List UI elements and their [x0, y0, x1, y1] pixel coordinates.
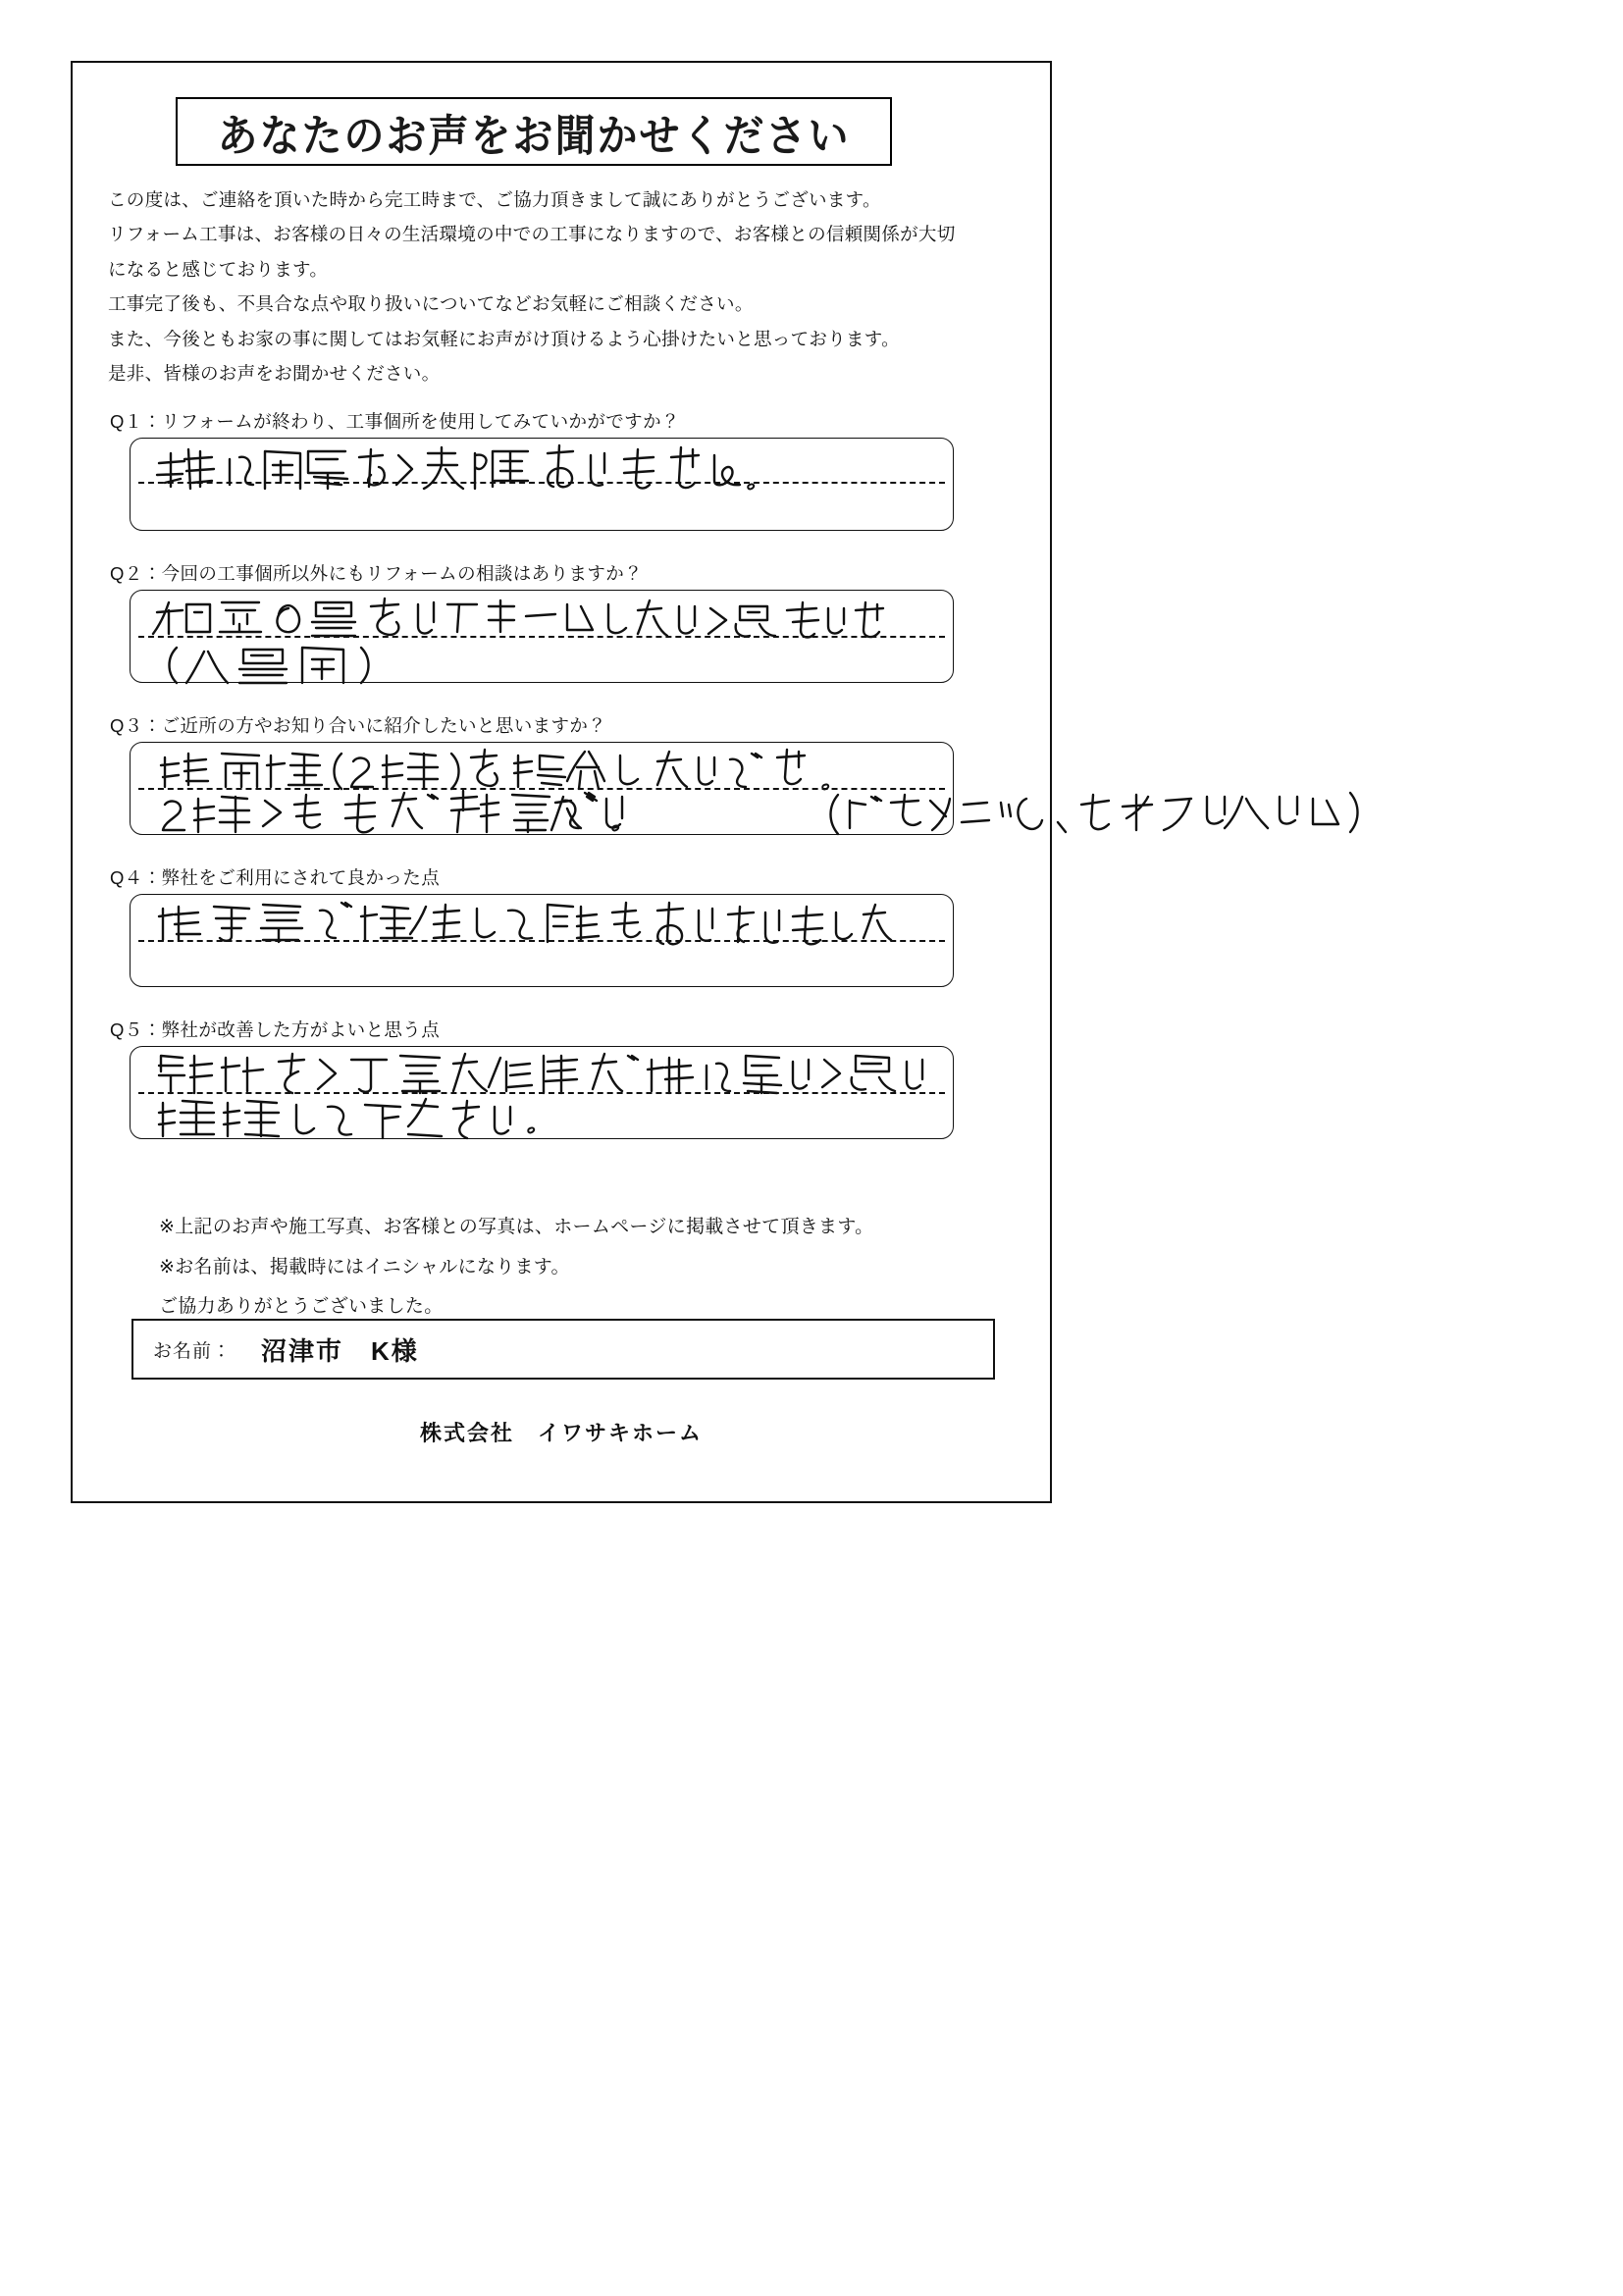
customer-name-field[interactable]	[131, 1319, 995, 1380]
question-label-q3: Q３：ご近所の方やお知り合いに紹介したいと思いますか？	[110, 715, 607, 736]
form-title-box	[176, 97, 892, 166]
intro-paragraph	[108, 188, 1021, 396]
answer-box-q2[interactable]	[130, 590, 954, 683]
intro-line: また、今後ともお家の事に関してはお気軽にお声がけ頂けるよう心掛けたいと思っております。	[108, 328, 900, 349]
footer-notes	[159, 1216, 1003, 1335]
question-label-q4: Q４：弊社をご利用にされて良かった点	[110, 867, 441, 888]
customer-name-label: お名前：	[153, 1340, 233, 1362]
handwritten-answer-q3-brands2	[1075, 791, 1350, 834]
question-label-q1: Q１：リフォームが終わり、工事個所を使用してみていかがですか？	[110, 411, 680, 432]
answer-box-q4[interactable]	[130, 894, 954, 987]
company-name: 株式会社 イワサキホーム	[419, 1421, 703, 1445]
question-label-q2: Q２：今回の工事個所以外にもリフォームの相談はありますか？	[110, 563, 644, 584]
intro-line: 工事完了後も、不具合な点や取り扱いについてなどお気軽にご相談ください。	[108, 293, 754, 315]
answer-rule	[138, 940, 945, 942]
note-line: ※上記のお声や施工写真、お客様との写真は、ホームページに掲載させて頂きます。	[159, 1217, 874, 1237]
form-sheet	[71, 61, 1052, 1503]
answer-box-q1[interactable]	[130, 438, 954, 531]
answer-rule	[138, 1092, 945, 1094]
answer-box-q5[interactable]	[130, 1046, 954, 1139]
intro-line: 是非、皆様のお声をお聞かせください。	[108, 363, 441, 385]
page-title: あなたのお声をお聞かせください	[217, 109, 851, 161]
note-line: ※お名前は、掲載時にはイニシャルになります。	[159, 1256, 570, 1278]
answer-rule	[138, 788, 945, 790]
answer-rule	[138, 482, 945, 484]
customer-name-value: 沼津市 K様	[261, 1335, 419, 1366]
intro-line: になると感じております。	[108, 258, 329, 280]
answer-rule	[138, 636, 945, 638]
intro-line: リフォーム工事は、お客様の日々の生活環境の中での工事になりますので、お客様との信頼関係が大切	[108, 224, 956, 245]
answer-box-q3[interactable]	[130, 742, 954, 835]
question-label-q5: Q５：弊社が改善した方がよいと思う点	[110, 1019, 441, 1040]
note-line: ご協力ありがとうございました。	[159, 1296, 444, 1318]
intro-line: この度は、ご連絡を頂いた時から完工時まで、ご協力頂きまして誠にありがとうございます。	[108, 189, 881, 210]
